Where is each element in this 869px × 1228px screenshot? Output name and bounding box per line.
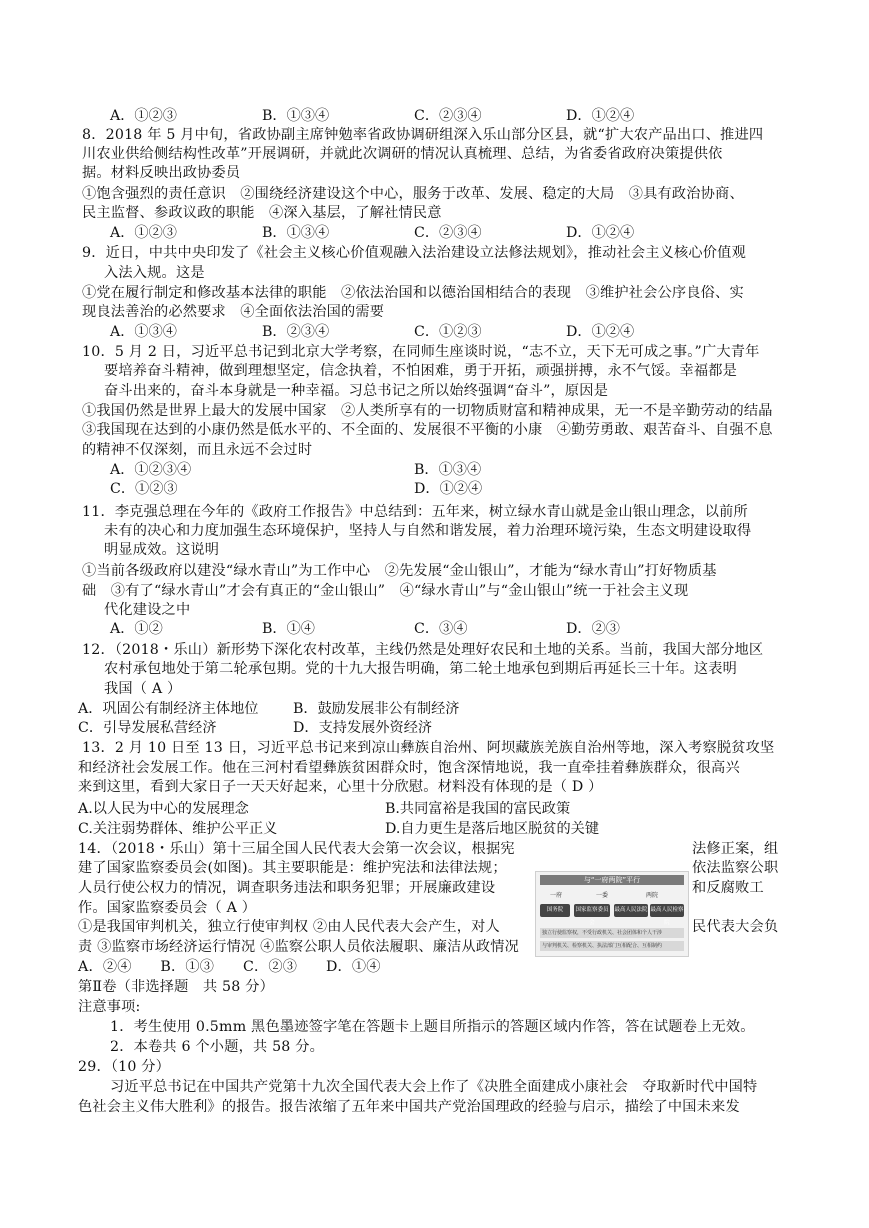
figure-note: 独立行使监察权，不受行政机关、社会团体和个人干涉: [540, 928, 684, 938]
q10-option-c: C．①②③: [110, 481, 178, 497]
q14-line-right: 民代表大会负: [692, 919, 779, 935]
q13-line: 13．2 月 10 日至 13 日，习近平总书记来到凉山彝族自治州、阿坝藏族羌族自治州等地，深入考察脱贫攻坚: [82, 740, 775, 756]
q8-line: 据。材料反映出政协委员: [82, 165, 241, 181]
q8-line: 8．2018 年 5 月中旬，省政协副主席钟勉率省政协调研组深入乐山部分区县，就“扩大农产品出口、推进四: [82, 127, 764, 143]
q8-option-b: B．①③④: [262, 225, 330, 241]
figure-box: 最高人民法院: [614, 904, 648, 917]
q12-line: 我国（ A ）: [104, 681, 182, 697]
q8-option-a: A．①②③: [110, 225, 177, 241]
figure-note: 与审判机关、检察机关、执法部门互相配合、互相制约: [540, 941, 684, 951]
q13-line: 来到这里，看到大家日子一天天好起来，心里十分欣慰。材料没有体现的是（ D ）: [78, 779, 603, 795]
q9-option-a: A．①③④: [110, 324, 177, 340]
supervision-commission-figure: [535, 871, 689, 957]
q10-line: 10．5 月 2 日，习近平总书记到北京大学考察，在同师生座谈时说，“志不立，天下无可成之事。”广大青年: [82, 344, 760, 360]
q14-line: 人员行使公权力的情况，调查职务违法和职务犯罪；开展廉政建设: [78, 880, 496, 896]
q10-line: 的精神不仅深刻，而且永远不会过时: [82, 442, 313, 458]
figure-banner: 与“一府两院”平行: [540, 875, 684, 885]
q12-option-a: A．巩固公有制经济主体地位: [78, 701, 259, 717]
q14-line: 14．（2018・乐山）第十三届全国人民代表大会第一次会议，根据宪: [78, 841, 515, 857]
part2-title: 第Ⅱ卷（非选择题 共 58 分）: [78, 979, 274, 995]
q29-line: 习近平总书记在中国共产党第十九次全国代表大会上作了《决胜全面建成小康社会 夺取新时代中国特: [110, 1079, 758, 1095]
q9-line: 9．近日，中共中央印发了《社会主义核心价值观融入法治建设立法修法规划》，推动社会主义核心价值观: [82, 245, 746, 261]
q29-line: 色社会主义伟大胜利》的报告。报告浓缩了五年来中国共产党治国理政的经验与启示，描绘了中国未来发: [78, 1099, 740, 1115]
q9-option-b: B．②③④: [262, 324, 330, 340]
q13-option-a: A.以人民为中心的发展理念: [78, 801, 249, 817]
q9-option-c: C．①②③: [414, 324, 482, 340]
q10-option-d: D．①②④: [414, 481, 483, 497]
q11-option-b: B．①④: [262, 621, 315, 637]
q7-option-a: A．①②③: [110, 108, 177, 124]
figure-label: 两院: [646, 892, 659, 899]
q11-line: 11．李克强总理在今年的《政府工作报告》中总结到：五年来，树立绿水青山就是金山银山理念，以前所: [82, 504, 748, 520]
q29-head: 29．（10 分）: [78, 1059, 171, 1075]
q14-line: 作。国家监察委员会（ A ）: [78, 900, 257, 916]
q8-line: 川农业供给侧结构性改革”开展调研，并就此次调研的情况认真梳理、总结，为省委省政府决策提供依: [82, 146, 723, 162]
q9-line: 现良法善治的必然要求 ④全面依法治国的需要: [82, 304, 385, 320]
q14-line: ①是我国审判机关，独立行使审判权 ②由人民代表大会产生，对人: [78, 919, 500, 935]
q10-option-b: B．①③④: [414, 462, 482, 478]
q14-line-right: 法修正案，组: [692, 841, 779, 857]
q12-line: 农村承包地处于第二轮承包期。党的十九大报告明确，第二轮土地承包到期后再延长三十年。这表明: [104, 661, 738, 677]
figure-label: 一府: [550, 892, 563, 899]
q13-option-b: B.共同富裕是我国的富民政策: [385, 801, 571, 817]
q14-line: 建了国家监察委员会(如图)。其主要职能是：维护宪法和法律法规；: [78, 860, 507, 876]
q14-line-right: 和反腐败工: [692, 880, 764, 896]
q7-option-b: B．①③④: [262, 108, 330, 124]
q12-option-c: C．引导发展私营经济: [78, 720, 217, 736]
q8-line: 民主监督、参政议政的职能 ④深入基层，了解社情民意: [82, 205, 442, 221]
q8-option-c: C．②③④: [414, 225, 482, 241]
q7-option-c: C．②③④: [414, 108, 482, 124]
q14-line: 责 ③监察市场经济运行情况 ④监察公职人员依法履职、廉洁从政情况: [78, 939, 520, 955]
q14-options: A．②④ B．①③ C．②③ D．①④: [78, 959, 381, 975]
q11-option-c: C．③④: [414, 621, 468, 637]
q12-option-b: B．鼓励发展非公有制经济: [293, 701, 460, 717]
q11-option-d: D．②③: [566, 621, 620, 637]
q11-line: 未有的决心和力度加强生态环境保护，坚持人与自然和谐发展，着力治理环境污染，生态文明建设取得: [104, 523, 752, 539]
q11-line: 代化建设之中: [104, 602, 191, 618]
q13-option-d: D.自力更生是落后地区脱贫的关键: [385, 821, 600, 837]
q11-line: ①当前各级政府以建没“绿水青山”为工作中心 ②先发展“金山银山”，才能为“绿水青山”打好物质基: [82, 563, 717, 579]
q10-line: 要培养奋斗精神，做到理想坚定，信念执着，不怕困难，勇于开拓，顽强拼搏，永不气馁。幸福都是: [104, 363, 738, 379]
q9-line: 入法入规。这是: [104, 265, 205, 281]
q12-option-d: D．支持发展外资经济: [293, 720, 433, 736]
q10-line: ①我国仍然是世界上最大的发展中国家 ②人类所享有的一切物质财富和精神成果，无一不是辛勤劳动的结晶: [82, 403, 773, 419]
q8-option-d: D．①②④: [566, 225, 635, 241]
q10-option-a: A．①②③④: [110, 462, 192, 478]
q12-line: 12．（2018・乐山）新形势下深化农村改革，主线仍然是处理好农民和土地的关系。当前，我国大部分地区: [82, 642, 764, 658]
notice-title: 注意事项:: [78, 999, 141, 1015]
q11-line: 明显成效。这说明: [104, 542, 220, 558]
q14-line-right: 依法监察公职: [692, 860, 779, 876]
q7-option-d: D．①②④: [566, 108, 635, 124]
q8-line: ①饱含强烈的责任意识 ②围绕经济建设这个中心，服务于改革、发展、稳定的大局 ③具有政治协商、: [82, 186, 744, 202]
q9-option-d: D．①②④: [566, 324, 635, 340]
notice-item: 2．本卷共 6 个小题，共 58 分。: [110, 1039, 325, 1055]
q13-line: 和经济社会发展工作。他在三河村看望彝族贫困群众时，饱含深情地说，我一直牵挂着彝族群众，很高兴: [78, 760, 740, 776]
figure-box: 国家监察委员会: [574, 904, 610, 917]
figure-box: 最高人民检察院: [650, 904, 684, 917]
q10-line: 奋斗出来的，奋斗本身就是一种幸福。习总书记之所以始终强调“奋斗”，原因是: [104, 383, 609, 399]
q11-option-a: A．①②: [110, 621, 163, 637]
notice-item: 1．考生使用 0.5mm 黑色墨迹签字笔在答题卡上题目所指示的答题区域内作答，答在试题卷上无效。: [110, 1019, 755, 1035]
figure-box: 国务院: [540, 904, 570, 917]
q13-option-c: C.关注弱势群体、维护公平正义: [78, 821, 278, 837]
q10-line: ③我国现在达到的小康仍然是低水平的、不全面的、发展很不平衡的小康 ④勤劳勇敢、艰苦奋斗、自强不息: [82, 422, 773, 438]
figure-label: 一委: [596, 892, 609, 899]
q9-line: ①党在履行制定和修改基本法律的职能 ②依法治国和以德治国相结合的表现 ③维护社会公序良俗、实: [82, 285, 744, 301]
q11-line: 础 ③有了“绿水青山”才会有真正的“金山银山” ④“绿水青山”与“金山银山”统一于社会主义现: [82, 583, 689, 599]
